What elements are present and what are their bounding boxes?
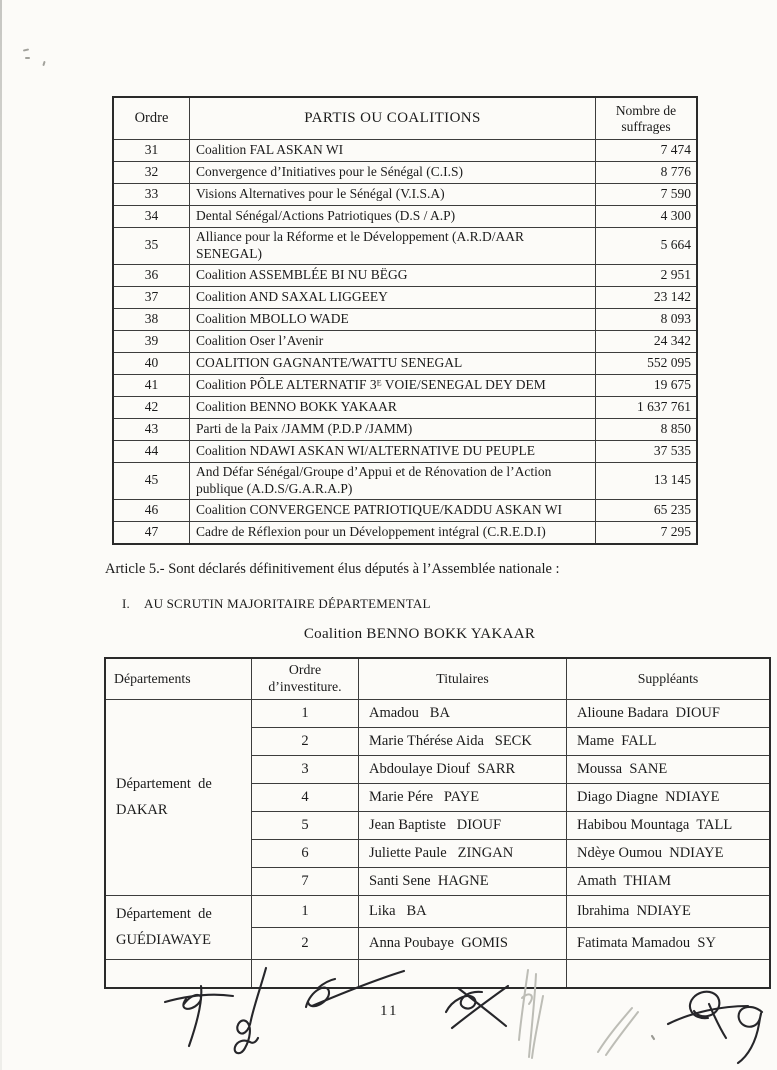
suffrages-cell: 1 637 761: [596, 396, 698, 418]
titulaire-cell: Abdoulaye Diouf SARR: [359, 756, 567, 784]
ordre-cell: 31: [113, 140, 190, 162]
coalition-title: Coalition BENNO BOKK YAKAAR: [303, 626, 536, 642]
deputies-table: [104, 657, 771, 989]
table-row: [113, 396, 697, 418]
parti-cell: Coalition BENNO BOKK YAKAAR: [190, 396, 596, 418]
parti-cell: Coalition Oser l’Avenir: [190, 330, 596, 352]
table-row: [113, 330, 697, 352]
parti-cell: Cadre de Réflexion pour un Développement intégral (C.R.E.D.I): [190, 521, 596, 544]
titulaire-cell: Juliette Paule ZINGAN: [359, 840, 567, 868]
investiture-cell: 7: [252, 868, 359, 896]
parti-cell: Coalition PÔLE ALTERNATIF 3ᴱ VOIE/SENEGAL DEY DEM: [190, 374, 596, 396]
suffrages-cell: 8 850: [596, 418, 698, 440]
column-header-ordre-investiture: Ordre d’investiture.: [252, 658, 359, 700]
suppleant-cell: Moussa SANE: [567, 756, 771, 784]
table-row: [113, 140, 697, 162]
suffrages-cell: 552 095: [596, 352, 698, 374]
parti-cell: Coalition AND SAXAL LIGGEEY: [190, 286, 596, 308]
deputies-header-row: [105, 658, 770, 700]
signature-7: [652, 992, 762, 1063]
table-row: [113, 462, 697, 499]
parti-cell: Parti de la Paix /JAMM (P.D.P /JAMM): [190, 418, 596, 440]
ordre-cell: 41: [113, 374, 190, 396]
parti-cell: Coalition NDAWI ASKAN WI/ALTERNATIVE DU PEUPLE: [190, 440, 596, 462]
investiture-cell: 1: [252, 896, 359, 928]
ordre-cell: 36: [113, 264, 190, 286]
titulaire-cell: Marie Pére PAYE: [359, 784, 567, 812]
suppleant-cell: Ibrahima NDIAYE: [567, 896, 771, 928]
signature-3: [306, 971, 404, 1007]
investiture-cell: 1: [252, 700, 359, 728]
scan-edge-shadow: [0, 0, 2, 1070]
ordre-cell: 35: [113, 228, 190, 265]
parti-cell: Coalition FAL ASKAN WI: [190, 140, 596, 162]
ordre-cell: 37: [113, 286, 190, 308]
table-row: [105, 700, 770, 728]
table-row: [113, 521, 697, 544]
suppleant-cell: Ndèye Oumou NDIAYE: [567, 840, 771, 868]
signature-4: [446, 986, 508, 1028]
department-cell-guediawaye: [105, 896, 252, 960]
suffrages-cell: 7 590: [596, 184, 698, 206]
department-label-line1: Département de: [116, 906, 212, 922]
ordre-cell: 32: [113, 162, 190, 184]
column-header-departements: Départements: [105, 658, 252, 700]
suffrages-cell: 65 235: [596, 499, 698, 521]
ordre-cell: 44: [113, 440, 190, 462]
ordre-cell: 39: [113, 330, 190, 352]
scrutin-item: [122, 596, 431, 612]
department-cell-dakar: [105, 700, 252, 896]
parti-cell: Coalition MBOLLO WADE: [190, 308, 596, 330]
table-row: [113, 264, 697, 286]
column-header-ordre: Ordre: [113, 97, 190, 140]
ordre-cell: 43: [113, 418, 190, 440]
investiture-cell: 5: [252, 812, 359, 840]
parti-cell: Coalition ASSEMBLÉE BI NU BËGG: [190, 264, 596, 286]
table-row: [113, 440, 697, 462]
titulaire-cell: Jean Baptiste DIOUF: [359, 812, 567, 840]
suffrages-cell: 7 295: [596, 521, 698, 544]
titulaire-cell: Lika BA: [359, 896, 567, 928]
parti-cell: COALITION GAGNANTE/WATTU SENEGAL: [190, 352, 596, 374]
table-row: [113, 374, 697, 396]
suppleant-cell: Habibou Mountaga TALL: [567, 812, 771, 840]
ordre-cell: 40: [113, 352, 190, 374]
suppleant-cell: Mame FALL: [567, 728, 771, 756]
scan-speck: [42, 61, 45, 66]
column-header-partis: PARTIS OU COALITIONS: [190, 97, 596, 140]
signature-2: [235, 968, 266, 1053]
department-label-line2: DAKAR: [116, 802, 168, 818]
titulaire-cell: Anna Poubaye GOMIS: [359, 928, 567, 960]
signatures-ink: [0, 962, 777, 1070]
investiture-cell: 2: [252, 728, 359, 756]
page-number: 11: [380, 1003, 399, 1019]
parti-cell: Visions Alternatives pour le Sénégal (V.I.S.A): [190, 184, 596, 206]
investiture-cell: 2: [252, 928, 359, 960]
table-row: [113, 286, 697, 308]
parti-cell: And Défar Sénégal/Groupe d’Appui et de Rénovation de l’Action publique (A.D.S/G.A.R.A.P): [190, 462, 596, 499]
suffrages-cell: 4 300: [596, 206, 698, 228]
article-5-text: Article 5.- Sont déclarés définitivement élus députés à l’Assemblée nationale :: [105, 561, 560, 577]
ordre-cell: 33: [113, 184, 190, 206]
ordre-cell: 38: [113, 308, 190, 330]
ordre-cell: 34: [113, 206, 190, 228]
column-header-suffrages: Nombre de suffrages: [596, 97, 698, 140]
results-table: [112, 96, 698, 545]
suffrages-cell: 19 675: [596, 374, 698, 396]
suppleant-cell: Alioune Badara DIOUF: [567, 700, 771, 728]
signature-1: [165, 986, 233, 1046]
column-header-titulaires: Titulaires: [359, 658, 567, 700]
results-header-row: [113, 97, 697, 140]
column-header-suppleants: Suppléants: [567, 658, 771, 700]
table-row: [105, 896, 770, 928]
table-row: [113, 228, 697, 265]
table-row: [113, 206, 697, 228]
suffrages-cell: 5 664: [596, 228, 698, 265]
table-row: [113, 162, 697, 184]
investiture-cell: 3: [252, 756, 359, 784]
suffrages-cell: 37 535: [596, 440, 698, 462]
suffrages-cell: 23 142: [596, 286, 698, 308]
suppleant-cell: Amath THIAM: [567, 868, 771, 896]
suppleant-cell: Fatimata Mamadou SY: [567, 928, 771, 960]
ordre-cell: 42: [113, 396, 190, 418]
table-row: [113, 308, 697, 330]
scan-speck: [23, 48, 29, 51]
suffrages-cell: 8 776: [596, 162, 698, 184]
investiture-cell: 4: [252, 784, 359, 812]
suffrages-cell: 8 093: [596, 308, 698, 330]
table-row: [113, 499, 697, 521]
signature-6: [598, 1008, 638, 1055]
scrutin-item-label: AU SCRUTIN MAJORITAIRE DÉPARTEMENTAL: [143, 596, 431, 611]
table-row: [113, 352, 697, 374]
scan-speck: [25, 57, 30, 59]
titulaire-cell: Marie Thérése Aida SECK: [359, 728, 567, 756]
parti-cell: Alliance pour la Réforme et le Développement (A.R.D/AAR SENEGAL): [190, 228, 596, 265]
suffrages-cell: 24 342: [596, 330, 698, 352]
department-label-line1: Département de: [116, 776, 212, 792]
investiture-cell: 6: [252, 840, 359, 868]
suffrages-cell: 2 951: [596, 264, 698, 286]
signature-5: [519, 970, 543, 1058]
suffrages-cell: 13 145: [596, 462, 698, 499]
ordre-cell: 46: [113, 499, 190, 521]
suppleant-cell: Diago Diagne NDIAYE: [567, 784, 771, 812]
table-row: [113, 184, 697, 206]
titulaire-cell: Santi Sene HAGNE: [359, 868, 567, 896]
parti-cell: Convergence d’Initiatives pour le Sénégal (C.I.S): [190, 162, 596, 184]
table-row: [113, 418, 697, 440]
parti-cell: Coalition CONVERGENCE PATRIOTIQUE/KADDU ASKAN WI: [190, 499, 596, 521]
ordre-cell: 47: [113, 521, 190, 544]
scrutin-item-numeral: I.: [122, 596, 130, 611]
parti-cell: Dental Sénégal/Actions Patriotiques (D.S / A.P): [190, 206, 596, 228]
ordre-cell: 45: [113, 462, 190, 499]
department-label-line2: GUÉDIAWAYE: [116, 932, 211, 948]
suffrages-cell: 7 474: [596, 140, 698, 162]
titulaire-cell: Amadou BA: [359, 700, 567, 728]
